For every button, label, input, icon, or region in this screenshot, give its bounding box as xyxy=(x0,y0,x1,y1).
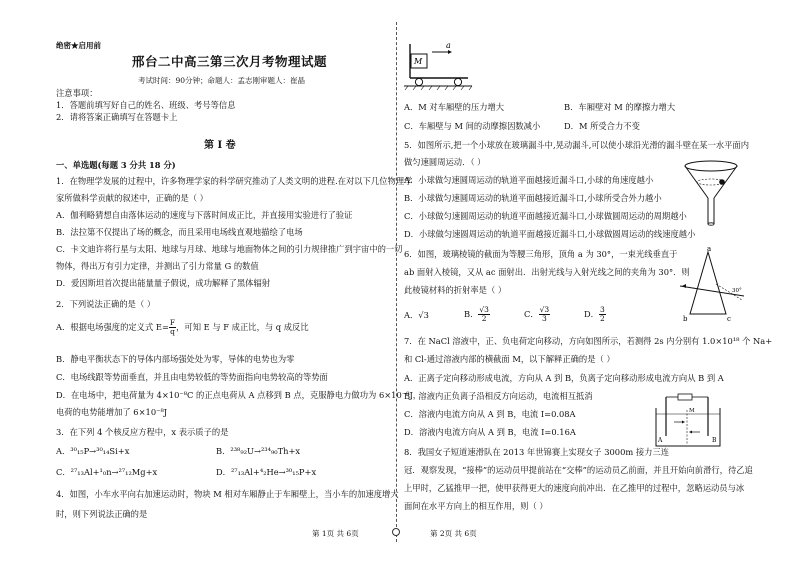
funnel-figure xyxy=(680,158,742,230)
q3-option-c: C．²⁷₁₃Al+¹₀n→²⁷₁₂Mg+x xyxy=(56,467,158,477)
q6-option-c: C． $\frac{√3}{3}$ xyxy=(524,305,550,323)
q4-option-d: D．M 所受合力不变 xyxy=(564,121,640,131)
q7-option-b: B．溶液内正负离子沿相反方向运动，电流相互抵消 xyxy=(404,391,593,401)
q3-stem: 3．在下列 4 个核反应方程中，x 表示质子的是 xyxy=(56,427,229,437)
q2-option-c: C．电场线跟等势面垂直，并且由电势较低的等势面指向电势较高的等势面 xyxy=(56,372,328,382)
q8-line-2: 冠．观察发现，“接棒”的运动员甲提前站在“交棒”的运动员乙前面，并且开始向前滑行，待乙追 xyxy=(404,465,753,475)
q6-stem-1: 6．如图，玻璃棱镜的截面为等腰三角形，顶角 a 为 30°，一束光线垂直于 xyxy=(404,249,678,259)
cart-block-label: M xyxy=(414,57,423,66)
q6-option-a: A．√3 xyxy=(404,310,429,320)
q1-option-b: B．法拉第不仅提出了场的概念，而且采用电场线直观地描绘了电场 xyxy=(56,227,303,237)
q1-option-c-2: 物体，得出万有引力定律，并测出了引力常量 G 的数值 xyxy=(56,261,259,271)
q6-option-b: B． $\frac{√3}{2}$ xyxy=(464,305,489,323)
q4-stem-2: 时，则下列说法正确的是 xyxy=(56,509,148,519)
q8-line-3: 上甲时，乙猛推甲一把，使甲获得更大的速度向前冲出．在乙推甲的过程中，忽略运动员与冰 xyxy=(404,483,745,493)
q4-option-c: C．车厢壁与 M 间的动摩擦因数减小 xyxy=(404,121,541,131)
prism-figure xyxy=(680,246,750,322)
q4-stem-1: 4．如图，小车水平向右加速运动时，物块 M 相对车厢静止于车厢壁上，当小车的加速度增大 xyxy=(56,489,399,499)
electrode-a-label: A xyxy=(658,437,663,444)
q6-stem-3: 此棱镜材料的折射率是（ ） xyxy=(404,285,507,295)
secret-mark: 绝密★启用前 xyxy=(56,41,101,50)
q3-option-d: D．²⁷₁₃Al+⁴₂He→³⁰₁₅P+x xyxy=(216,467,317,477)
q3-option-a: A．³⁰₁₅P→³⁰₁₄Si+x xyxy=(56,446,130,456)
q7-stem-1: 7．在 NaCl 溶液中，正、负电荷定向移动，方向如图所示，若测得 2s 内分别有 1.0×10¹⁸ 个 Na+ xyxy=(404,336,773,346)
electrode-b-label: B xyxy=(712,437,717,444)
section-title: 一、单选题(每题 3 分共 18 分) xyxy=(56,160,176,170)
cart-accel-label: a xyxy=(446,41,451,50)
footer-left: 第 1页 共 6页 xyxy=(312,529,359,538)
q6-stem-2: ab 面射入棱镜，又从 ac 面射出．出射光线与入射光线之间的夹角为 30°．则 xyxy=(404,267,690,277)
q5-option-d: D．小球做匀速圆周运动的轨道平面越接近漏斗口,小球做圆周运动的线速度越小 xyxy=(404,229,696,239)
q5-stem-1: 5．如图所示,把一个小球放在玻璃漏斗中,晃动漏斗,可以使小球沿光滑的漏斗壁在某一水平面内 xyxy=(404,140,750,150)
q1-stem-2: 家所做科学贡献的叙述中，正确的是（ ） xyxy=(56,193,208,203)
q7-stem-2: 和 Cl-通过溶液内部的横截面 M，以下解释正确的是（ ） xyxy=(404,354,615,364)
q5-option-a: A．小球做匀速圆周运动的轨道平面越接近漏斗口,小球的角速度越小 xyxy=(404,175,654,185)
q3-option-b: B．²³⁸₉₂U→²³⁴₉₀Th+x xyxy=(216,446,301,456)
exam-info: 考试时间：90分钟；命题人：孟志刚审题人：崔晶 xyxy=(138,76,306,85)
notice-heading: 注意事项： xyxy=(56,88,98,98)
prism-angle-label: 30° xyxy=(732,288,742,294)
prism-left-label: b xyxy=(683,315,688,323)
electrolysis-figure xyxy=(652,392,728,450)
exam-title: 邢台二中高三第三次月考物理试题 xyxy=(132,54,328,69)
q7-option-c: C．溶液内电流方向从 A 到 B，电流 I=0.08A xyxy=(404,409,576,419)
q4-option-b: B．车厢壁对 M 的摩擦力增大 xyxy=(564,102,676,112)
notice-item-2: 2．请将答案正确填写在答题卡上 xyxy=(56,112,178,122)
q5-stem-2: 做匀速圆周运动．（ ） xyxy=(404,157,486,167)
prism-apex-label: a xyxy=(707,245,712,253)
q8-line-4: 面间在水平方向上的相互作用，则（ ） xyxy=(404,501,548,511)
q5-option-b: B．小球做匀速圆周运动的轨道平面越接近漏斗口,小球所受合外力越小 xyxy=(404,193,662,203)
notice-item-1: 1．答题前填写好自己的姓名、班级、考号等信息 xyxy=(56,100,236,110)
page-right xyxy=(398,0,794,561)
q7-option-a: A．正离子定向移动形成电流，方向从 A 到 B，负离子定向移动形成电流方向从 B 到 A xyxy=(404,373,724,383)
page-divider xyxy=(396,22,397,542)
q2-option-d-1: D．在电场中，把电荷量为 4×10⁻⁸C 的正点电荷从 A 点移到 B 点，克服静电力做功为 6×10⁻⁸J， xyxy=(56,390,422,400)
q2-option-d-2: 电荷的电势能增加了 6×10⁻⁸J xyxy=(56,407,168,417)
prism-right-label: c xyxy=(727,315,731,323)
q2-stem: 2．下列说法正确的是（ ） xyxy=(56,299,156,309)
efield-fraction: $\frac{F}{q}$ xyxy=(169,318,176,336)
q1-option-c-1: C．卡文迪许将行星与太阳、地球与月球、地球与地面物体之间的引力规律推广到宇宙中的一切 xyxy=(56,244,403,254)
part-title: 第 I 卷 xyxy=(204,140,236,151)
q6-option-d: D． $\frac{3}{2}$ xyxy=(584,305,605,323)
q1-option-d: D．爱因斯坦首次提出能量量子假说，成功解释了黑体辐射 xyxy=(56,278,271,288)
q5-option-c: C．小球做匀速圆周运动的轨道平面越接近漏斗口,小球做圆周运动的周期越小 xyxy=(404,211,687,221)
q8-line-1: 8．我国女子短道速滑队在 2013 年世锦赛上实现女子 3000m 接力三连 xyxy=(404,447,670,457)
q7-option-d: D．溶液内电流方向从 A 到 B，电流 I=0.16A xyxy=(404,427,576,437)
footer-right: 第 2页 共 6页 xyxy=(430,529,477,538)
q1-option-a: A．伽利略猜想自由落体运动的速度与下落时间成正比，并直接用实验进行了验证 xyxy=(56,210,353,220)
q2-option-b: B．静电平衡状态下的导体内部场强处处为零，导体的电势也为零 xyxy=(56,354,295,364)
section-m-label: M xyxy=(689,408,695,414)
cart-figure xyxy=(402,40,474,90)
q2-option-a: A．根据电场强度的定义式 E= $\frac{F}{q}$ ，可知 E 与 F 成正比，与 q 成反比 xyxy=(56,318,309,336)
q4-option-a: A．M 对车厢壁的压力增大 xyxy=(404,102,505,112)
q1-stem-1: 1．在物理学发展的过程中，许多物理学家的科学研究推动了人类文明的进程.在对以下几位物理学 xyxy=(56,176,413,186)
